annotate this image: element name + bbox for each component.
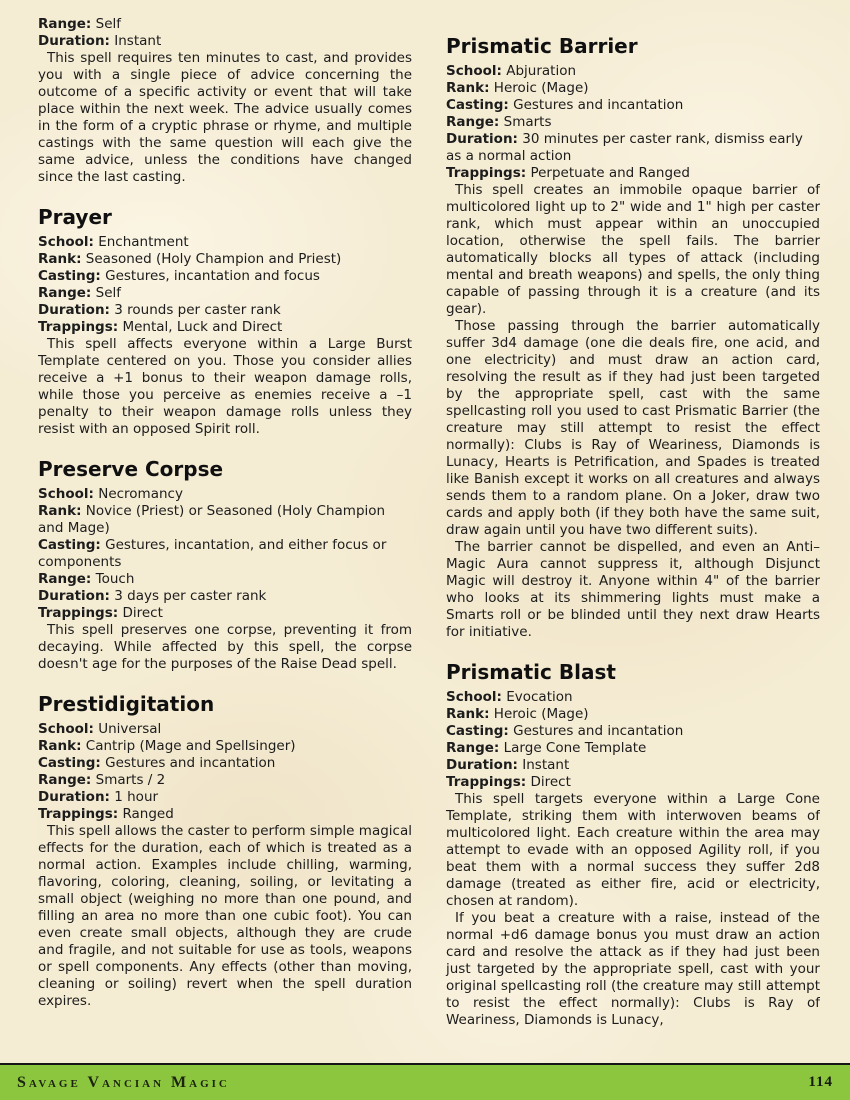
footer-book-title: Savage Vancian Magic: [17, 1073, 230, 1091]
spell-meta-line: [446, 774, 820, 791]
spell-meta-value: Direct: [530, 774, 571, 790]
spell-section: [446, 34, 820, 641]
spell-meta-line: [38, 571, 412, 588]
spell-meta-value: Gestures, incantation and focus: [105, 268, 320, 284]
spell-meta-line: [446, 689, 820, 706]
spell-meta-value: 3 rounds per caster rank: [114, 302, 281, 318]
spell-title: Prayer: [38, 205, 112, 229]
spell-meta-line: [446, 131, 820, 165]
spell-meta-value: 3 days per caster rank: [114, 588, 267, 604]
spell-section: [38, 692, 412, 1010]
spell-meta-line: [38, 503, 412, 537]
spell-meta-value: Large Cone Template: [503, 740, 647, 756]
spell-title: Prestidigitation: [38, 692, 215, 716]
spell-meta-line: [446, 723, 820, 740]
spell-meta-line: [38, 605, 412, 622]
spell-meta-line: [38, 285, 412, 302]
spell-meta-label: Range:: [38, 16, 92, 32]
spell-meta-value: Novice (Priest) or Seasoned (Holy Champion and Mage): [38, 503, 386, 536]
page-content: [38, 15, 820, 1061]
spell-meta-label: Range:: [446, 114, 500, 130]
spell-meta-value: Self: [95, 285, 122, 301]
spell-meta-label: Duration:: [446, 757, 518, 773]
spell-meta-value: 30 minutes per caster rank, dismiss early as a normal action: [446, 131, 803, 164]
footer-bar: [0, 1065, 850, 1100]
spell-meta-line: [446, 757, 820, 774]
spell-meta-line: [38, 588, 412, 605]
spell-meta-label: School:: [446, 63, 502, 79]
spell-paragraph: This spell targets everyone within a Large Cone Template, striking them with interwoven beams of multicolored light. Each creature within the area may attempt to evade with an opposed Agility roll, if you beat them with a normal success they suffer 2d8 damage (treated as either fire, acid or electricity, chosen at random).: [446, 791, 820, 909]
spell-meta-value: Instant: [522, 757, 570, 773]
spell-meta-label: Rank:: [38, 738, 82, 754]
spell-meta-label: Duration:: [38, 588, 110, 604]
spell-meta-label: School:: [38, 234, 94, 250]
spell-meta-value: Seasoned (Holy Champion and Priest): [85, 251, 342, 267]
spell-meta-value: Heroic (Mage): [493, 706, 589, 722]
spell-continuation-section: [38, 16, 412, 186]
spell-meta-value: Self: [95, 16, 122, 32]
spell-meta-value: Necromancy: [98, 486, 183, 502]
spell-title: Preserve Corpse: [38, 457, 224, 481]
spell-meta-line: [446, 63, 820, 80]
spell-meta-line: [446, 97, 820, 114]
spell-meta-label: Trappings:: [38, 605, 119, 621]
spell-meta-line: [446, 740, 820, 757]
spell-paragraph: This spell preserves one corpse, preventing it from decaying. While affected by this spell, the corpse doesn't age for the purposes of the Raise Dead spell.: [38, 622, 412, 672]
spell-paragraph: If you beat a creature with a raise, instead of the normal +d6 damage bonus you must draw an action card and resolve the attack as if they had just been just targeted by the appropriate spell, cast with your original spellcasting roll (the creature may still attempt to resist the effect normally): Clubs is Ray of Weariness, Diamonds is Lunacy,: [446, 910, 820, 1028]
spell-meta-value: Enchantment: [98, 234, 189, 250]
column-right: [446, 15, 820, 1061]
spell-meta-value: Smarts / 2: [95, 772, 166, 788]
spell-meta-label: Trappings:: [446, 165, 527, 181]
spell-paragraph: This spell creates an immobile opaque barrier of multicolored light up to 2" wide and 1" high per caster rank, which must appear within an unoccupied location, otherwise the spell fails. The barrier automatically blocks all types of attack (including mental and breath weapons) and spells, the only thing capable of passing through it is a creature (and its gear).: [446, 182, 820, 317]
spell-meta-value: Ranged: [122, 806, 174, 822]
spell-section: [446, 660, 820, 1029]
spell-meta-line: [38, 537, 412, 571]
spell-meta-label: Casting:: [446, 97, 509, 113]
spell-meta-value: Smarts: [503, 114, 552, 130]
spell-meta-value: Instant: [114, 33, 162, 49]
spell-meta-label: Casting:: [38, 755, 101, 771]
spell-meta-label: School:: [446, 689, 502, 705]
spell-meta-value: Touch: [95, 571, 135, 587]
spell-meta-label: Casting:: [38, 537, 101, 553]
spell-meta-label: Duration:: [38, 789, 110, 805]
spell-meta-label: Trappings:: [38, 806, 119, 822]
spell-meta-line: [38, 755, 412, 772]
spell-meta-line: [38, 772, 412, 789]
spell-title: Prismatic Barrier: [446, 34, 638, 58]
spell-meta-line: [38, 302, 412, 319]
spell-meta-line: [38, 268, 412, 285]
spell-meta-label: Trappings:: [38, 319, 119, 335]
spell-meta-line: [38, 251, 412, 268]
spell-paragraph: This spell affects everyone within a Large Burst Template centered on you. Those you consider allies receive a +1 bonus to their weapon damage rolls, while those you perceive as enemies receive a –1 penalty to their weapon damage rolls unless they resist with an opposed Spirit roll.: [38, 336, 412, 437]
spell-meta-label: Trappings:: [446, 774, 527, 790]
spell-meta-label: School:: [38, 721, 94, 737]
spell-meta-value: Perpetuate and Ranged: [530, 165, 690, 181]
spell-meta-value: Gestures and incantation: [513, 723, 684, 739]
spell-meta-line: [38, 16, 412, 33]
spell-section: [38, 205, 412, 438]
spell-meta-label: Rank:: [38, 503, 82, 519]
spell-meta-line: [38, 234, 412, 251]
spell-meta-value: Heroic (Mage): [493, 80, 589, 96]
spell-meta-line: [38, 806, 412, 823]
spell-meta-line: [38, 486, 412, 503]
spell-meta-value: Gestures and incantation: [105, 755, 276, 771]
spell-meta-value: Gestures and incantation: [513, 97, 684, 113]
spell-section: [38, 457, 412, 673]
spell-meta-line: [38, 738, 412, 755]
spell-meta-line: [38, 319, 412, 336]
spell-meta-value: Gestures, incantation, and either focus or components: [38, 537, 387, 570]
spell-meta-label: Rank:: [446, 80, 490, 96]
spell-meta-value: Direct: [122, 605, 163, 621]
spell-meta-value: Cantrip (Mage and Spellsinger): [85, 738, 296, 754]
spell-meta-value: Universal: [98, 721, 162, 737]
spell-meta-line: [446, 80, 820, 97]
spell-meta-label: Duration:: [446, 131, 518, 147]
spell-meta-label: Range:: [38, 772, 92, 788]
spell-meta-label: Rank:: [446, 706, 490, 722]
footer-page-number: 114: [808, 1074, 833, 1090]
spell-meta-label: Duration:: [38, 33, 110, 49]
spell-meta-line: [38, 33, 412, 50]
spell-meta-label: Casting:: [38, 268, 101, 284]
column-left: [38, 15, 412, 1061]
spell-paragraph: The barrier cannot be dispelled, and even an Anti–Magic Aura cannot suppress it, although Disjunct Magic will destroy it. Anyone within 4" of the barrier who looks at its shimmering lights must make a Smarts roll or be blinded until they next draw Hearts for initiative.: [446, 539, 820, 640]
spell-meta-line: [446, 114, 820, 131]
spell-meta-value: 1 hour: [114, 789, 159, 805]
spell-paragraph: This spell requires ten minutes to cast, and provides you with a single piece of advice concerning the outcome of a specific activity or event that will take place within the next week. The advice usually comes in the form of a cryptic phrase or rhyme, and multiple castings with the same question will each give the same advice, unless the conditions have changed since the last casting.: [38, 50, 412, 185]
spell-meta-label: Range:: [38, 571, 92, 587]
spell-meta-label: Duration:: [38, 302, 110, 318]
spell-meta-label: Range:: [38, 285, 92, 301]
spell-title: Prismatic Blast: [446, 660, 616, 684]
spell-meta-value: Evocation: [506, 689, 573, 705]
spell-meta-label: Rank:: [38, 251, 82, 267]
spell-meta-line: [38, 721, 412, 738]
spell-meta-line: [38, 789, 412, 806]
spell-meta-label: School:: [38, 486, 94, 502]
spell-meta-value: Mental, Luck and Direct: [122, 319, 283, 335]
spell-paragraph: Those passing through the barrier automatically suffer 3d4 damage (one die deals fire, one acid, and one electricity) and must draw an action card, resolving the result as if they had just been targeted by the appropriate spell, cast with the same spellcasting roll you used to cast Prismatic Barrier (the creature may still attempt to resist the effect normally): Clubs is Ray of Weariness, Diamonds is Lunacy, Hearts is Petrification, and Spades is treated like Banish except it works on all creatures and always sends them to a random plane. On a Joker, draw two cards and apply both (if they both have the same suit, draw again until you have two different suits).: [446, 318, 820, 538]
spell-meta-label: Casting:: [446, 723, 509, 739]
spell-meta-label: Range:: [446, 740, 500, 756]
spell-meta-line: [446, 165, 820, 182]
spell-paragraph: This spell allows the caster to perform simple magical effects for the duration, each of which is treated as a normal action. Examples include chilling, warming, flavoring, coloring, cleaning, soiling, or levitating a small object (weighing no more than one pound, and filling an area no more than one cubic foot). You can even create small objects, although they are crude and fragile, and not suitable for use as tools, weapons or spell components. Any effects (other than moving, cleaning or soiling) revert when the spell duration expires.: [38, 823, 412, 1009]
spell-meta-value: Abjuration: [506, 63, 577, 79]
spell-meta-line: [446, 706, 820, 723]
